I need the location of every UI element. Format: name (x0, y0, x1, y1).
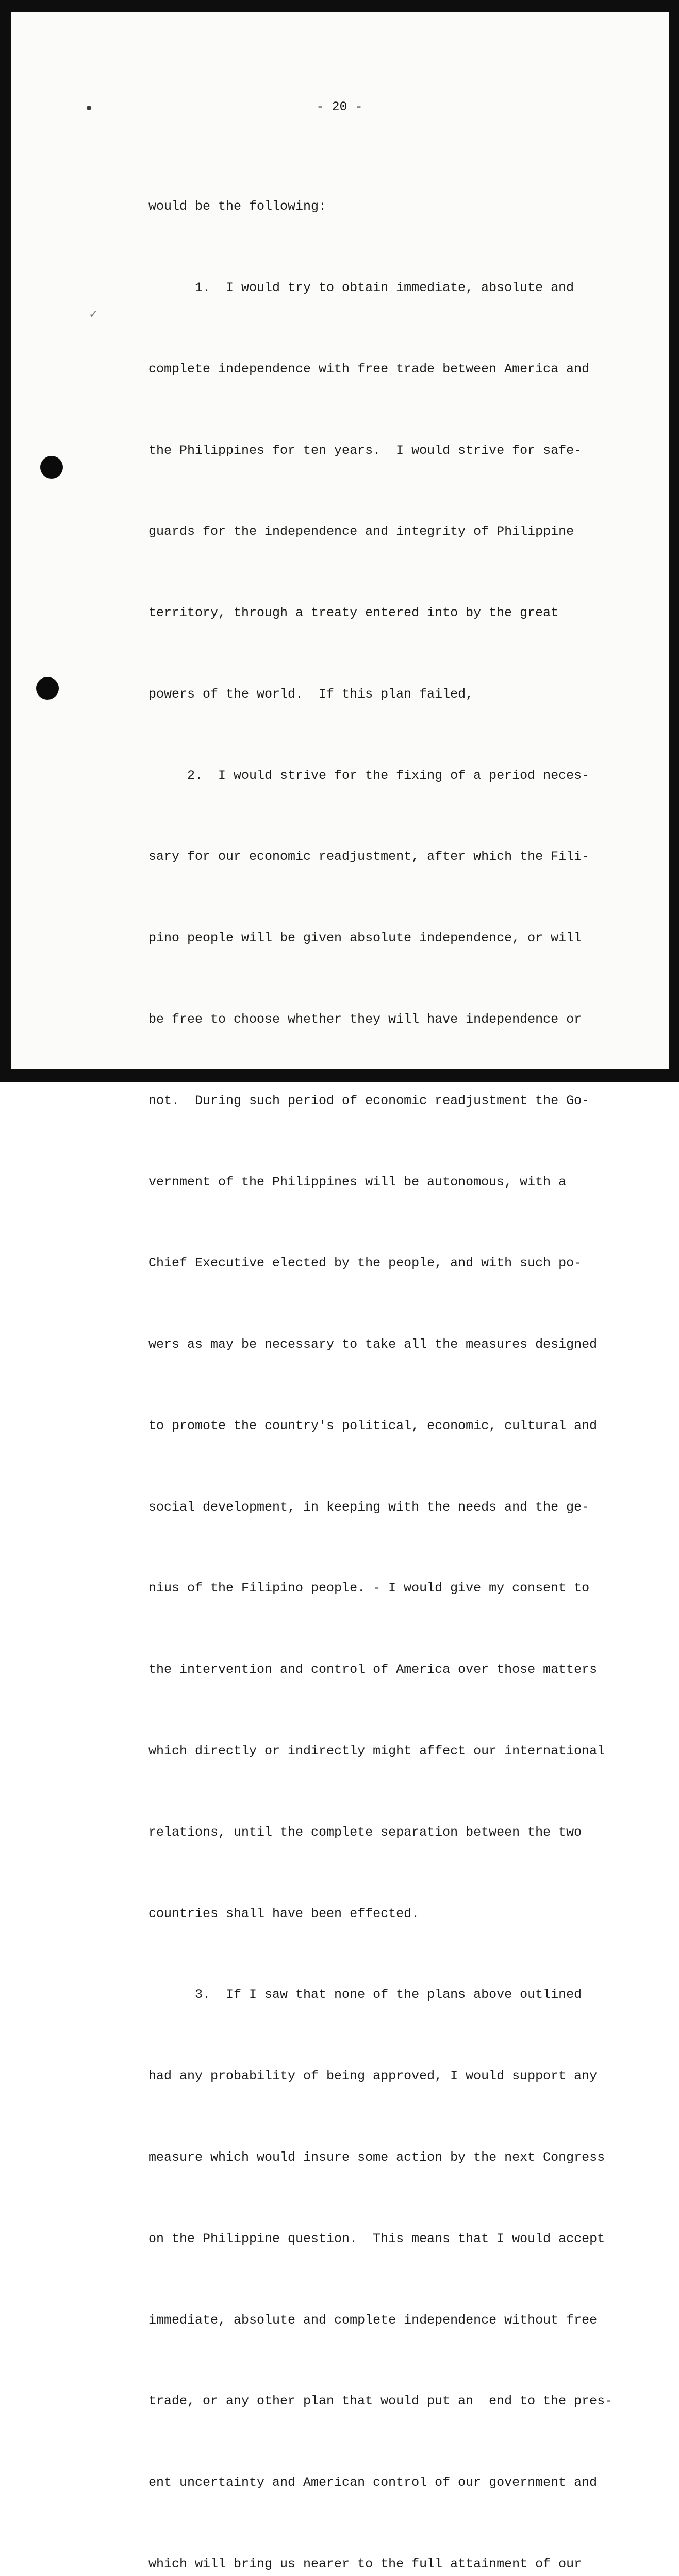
text-line: measure which would insure some action by the next Congress (148, 2149, 605, 2165)
text-line: had any probability of being approved, I would support any (148, 2069, 598, 2084)
text-line: not. During such period of economic readjustment the Go- (148, 1093, 590, 1108)
text-line: 3. If I saw that none of the plans above outlined (148, 1987, 582, 2003)
check-mark: ✓ (89, 308, 98, 321)
text-line: on the Philippine question. This means that I would accept (148, 2231, 605, 2246)
text-line: sary for our economic readjustment, after which the Fili- (148, 849, 590, 865)
text-line: guards for the independence and integrity of Philippine (148, 524, 574, 539)
text-line: wers as may be necessary to take all the measures designed (148, 1337, 598, 1352)
text-line: the intervention and control of America over those matters (148, 1662, 598, 1677)
text-line: nius of the Filipino people. - I would give my consent to (148, 1581, 590, 1596)
text-line: pino people will be given absolute independence, or will (148, 930, 582, 946)
text-line: Chief Executive elected by the people, and with such po- (148, 1256, 582, 1271)
text-line: social development, in keeping with the needs and the ge- (148, 1499, 590, 1515)
punch-hole-lower (36, 677, 59, 700)
text-line: complete independence with free trade between America and (148, 361, 590, 377)
text-line: territory, through a treaty entered into by the great (148, 605, 559, 621)
punch-hole-upper (40, 456, 63, 479)
page-number: - 20 - (316, 99, 363, 114)
text-line: to promote the country's political, economic, cultural and (148, 1418, 598, 1433)
text-line: 1. I would try to obtain immediate, absolute and (148, 280, 574, 295)
text-line: ent uncertainty and American control of our government and (148, 2475, 598, 2490)
text-line: immediate, absolute and complete independence without free (148, 2312, 598, 2328)
text-line: would be the following: (148, 199, 327, 214)
text-line: which will bring us nearer to the full attainment of our (148, 2556, 582, 2571)
text-line: countries shall have been effected. (148, 1906, 420, 1921)
text-line: which directly or indirectly might affect our international (148, 1743, 605, 1759)
text-line: the Philippines for ten years. I would strive for safe- (148, 443, 582, 458)
text-line: vernment of the Philippines will be autonomous, with a (148, 1174, 567, 1190)
text-line: powers of the world. If this plan failed, (148, 686, 474, 702)
text-line: trade, or any other plan that would put an end to the pres- (148, 2394, 613, 2409)
text-line: be free to choose whether they will have independence or (148, 1012, 582, 1027)
text-line: 2. I would strive for the fixing of a period neces- (148, 768, 590, 783)
text-line: relations, until the complete separation between the two (148, 1824, 582, 1840)
typed-body (148, 139, 612, 2576)
